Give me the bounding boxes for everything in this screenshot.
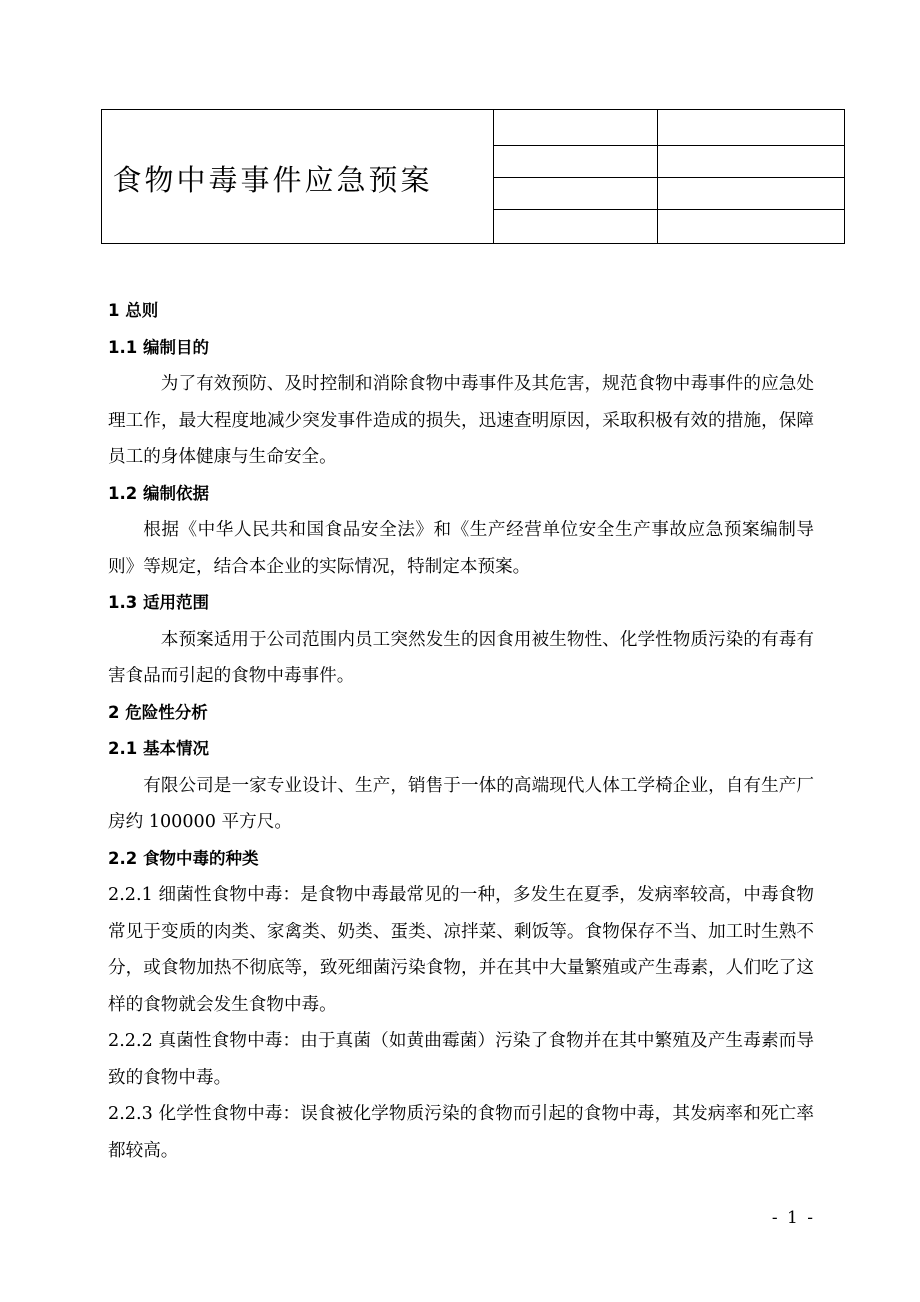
paragraph: 本预案适用于公司范围内员工突然发生的因食用被生物性、化学性物质污染的有毒有害食品而引起的食物中毒事件。 [108, 629, 814, 686]
paragraph: 2.2.2 真菌性食物中毒：由于真菌（如黄曲霉菌）污染了食物并在其中繁殖及产生毒素而导致的食物中毒。 [108, 1031, 814, 1088]
section-heading: 1.3 适用范围 [108, 593, 209, 612]
header-cell [658, 110, 845, 146]
header-cell [494, 178, 658, 210]
paragraph: 有限公司是一家专业设计、生产，销售于一体的高端现代人体工学椅企业，自有生产厂房约 100000 平方尺。 [108, 775, 814, 832]
document-title: 食物中毒事件应急预案 [112, 163, 433, 197]
paragraph: 为了有效预防、及时控制和消除食物中毒事件及其危害，规范食物中毒事件的应急处理工作，最大程度地减少突发事件造成的损失，迅速查明原因，采取积极有效的措施，保障员工的身体健康与生命安全。 [108, 374, 814, 467]
section-heading: 1 总则 [108, 301, 159, 320]
page-number: - 1 - [771, 1208, 815, 1228]
section-heading: 2.2 食物中毒的种类 [108, 848, 259, 868]
header-cell [658, 178, 845, 210]
document-title-cell [102, 110, 494, 244]
header-cell [658, 146, 845, 178]
section-heading: 2 危险性分析 [108, 702, 208, 722]
header-table [101, 109, 845, 244]
paragraph: 根据《中华人民共和国食品安全法》和《生产经营单位安全生产事故应急预案编制导则》等规定，结合本企业的实际情况，特制定本预案。 [108, 520, 814, 577]
header-cell [494, 146, 658, 178]
paragraph: 2.2.3 化学性食物中毒：误食被化学物质污染的食物而引起的食物中毒，其发病率和死亡率都较高。 [108, 1104, 814, 1161]
document-body [108, 293, 814, 1169]
section-heading: 2.1 基本情况 [108, 739, 209, 758]
header-cell [494, 110, 658, 146]
section-heading: 1.2 编制依据 [108, 483, 209, 503]
header-cell [658, 210, 845, 244]
section-heading: 1.1 编制目的 [108, 337, 209, 357]
paragraph: 2.2.1 细菌性食物中毒：是食物中毒最常见的一种，多发生在夏季，发病率较高，中毒食物常见于变质的肉类、家禽类、奶类、蛋类、凉拌菜、剩饭等。食物保存不当、加工时生熟不分，或食物加热不彻底等，致死细菌污染食物，并在其中大量繁殖或产生毒素，人们吃了这样的食物就会发生食物中毒。 [108, 885, 814, 1015]
header-cell [494, 210, 658, 244]
